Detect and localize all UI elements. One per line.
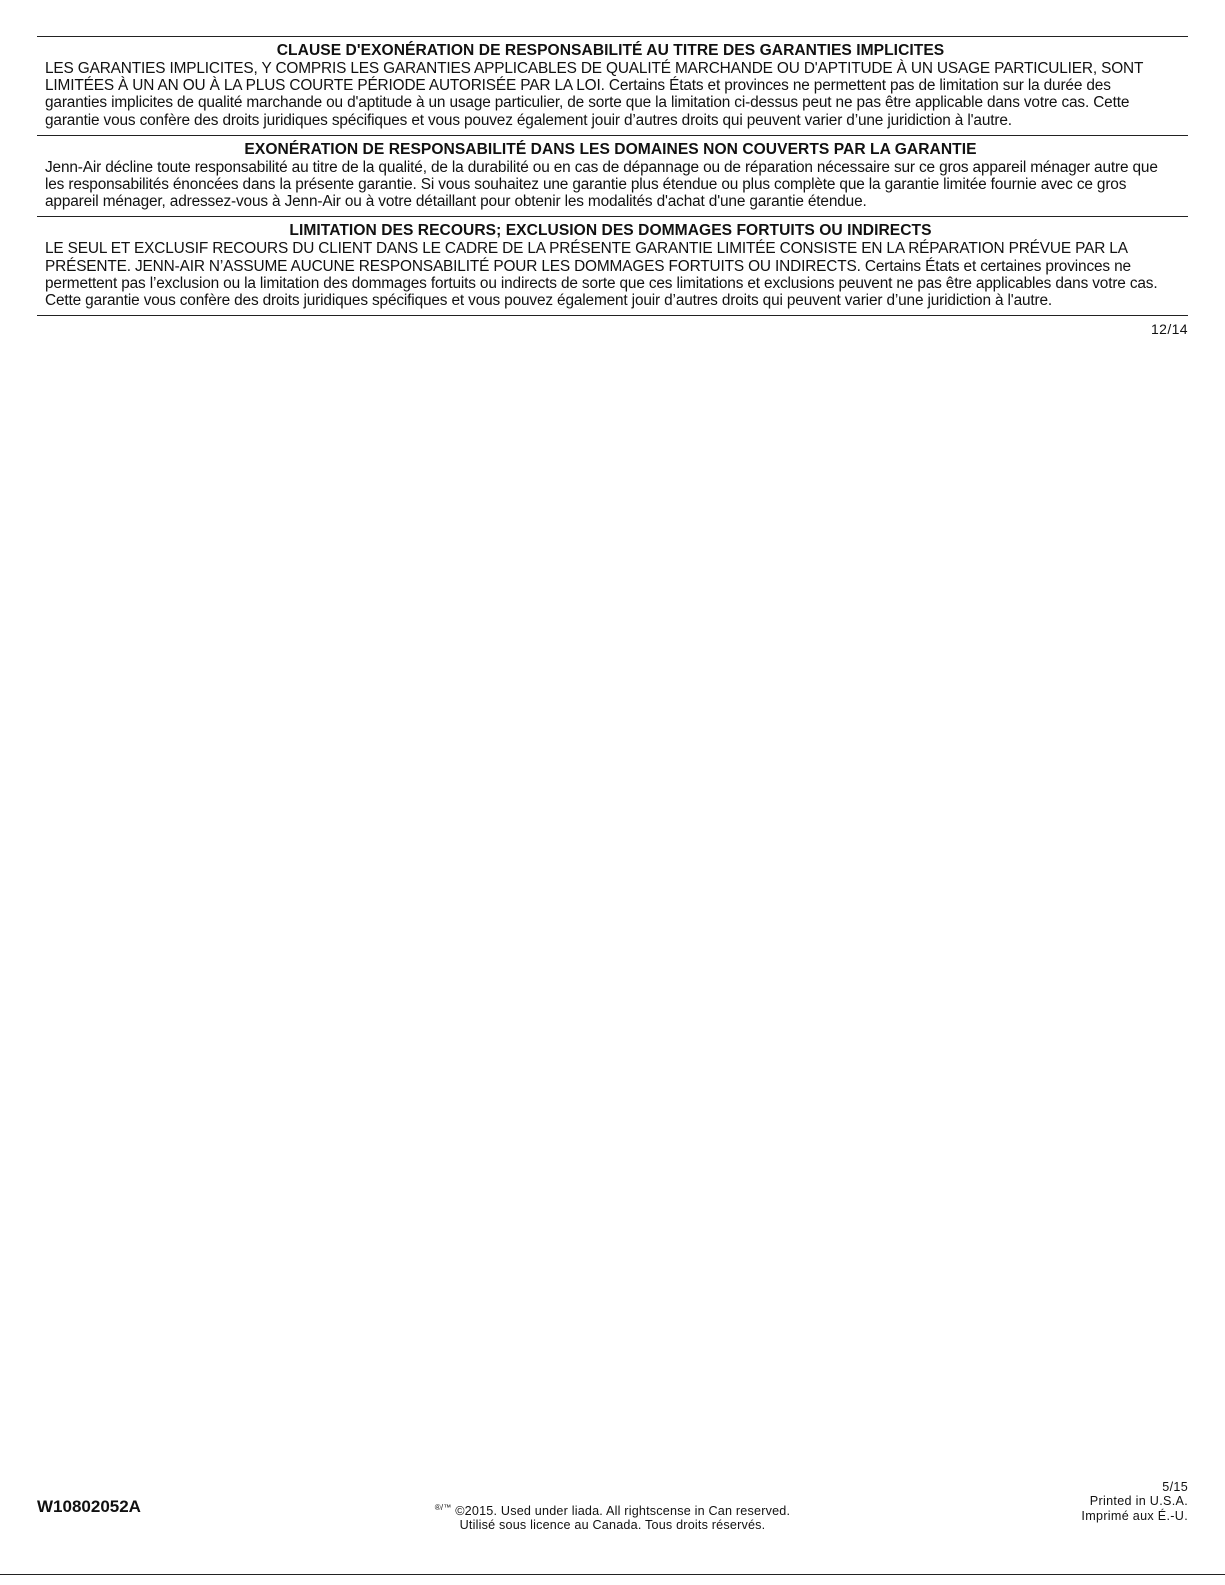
trademark-symbol: ®/™ bbox=[434, 1503, 452, 1512]
uncovered-areas-section bbox=[37, 135, 1188, 217]
print-info bbox=[1081, 1480, 1188, 1523]
printed-in-french: Imprimé aux É.-U. bbox=[1081, 1508, 1188, 1523]
bottom-rule bbox=[0, 1574, 1225, 1575]
warranty-content bbox=[37, 36, 1188, 337]
legal-line-english bbox=[435, 1501, 790, 1518]
implied-warranties-section bbox=[37, 36, 1188, 135]
section-body: LE SEUL ET EXCLUSIF RECOURS DU CLIENT DANS LE CADRE DE LA PRÉSENTE GARANTIE LIMITÉE CONSISTE EN LA RÉPARATION PRÉVUE PAR LA PRÉSENTE. JENN-AIR N’ASSUME AUCUNE RESPONSABILITÉ POUR LES DOMMAGES FORTUITS OU INDIRECTS. Certains États et certaines provinces ne permettent pas l’exclusion ou la limitation des dommages fortuits ou indirects de sorte que ces limitations et exclusions peuvent ne pas être applicables dans votre cas. Cette garantie vous confère des droits juridiques spécifiques et vous pouvez également jouir d’autres droits qui peuvent varier d’une juridiction à l'autre. bbox=[45, 240, 1158, 310]
section-body: LES GARANTIES IMPLICITES, Y COMPRIS LES GARANTIES APPLICABLES DE QUALITÉ MARCHANDE OU D'APTITUDE À UN USAGE PARTICULIER, SONT LIMITÉES À UN AN OU À LA PLUS COURTE PÉRIODE AUTORISÉE PAR LA LOI. Certains États et provinces ne permettent pas de limitation sur la durée des garanties implicites de qualité marchande ou d'aptitude à un usage particulier, de sorte que la limitation ci-dessus peut ne pas être applicable dans votre cas. Cette garantie vous confère des droits juridiques spécifiques et vous pouvez également jouir d’autres droits qui peuvent varier d’une juridiction à l'autre. bbox=[45, 60, 1143, 129]
print-date: 5/15 bbox=[1162, 1480, 1188, 1494]
part-number: W10802052A bbox=[37, 1497, 141, 1516]
section-divider bbox=[37, 315, 1188, 316]
trademark-notice bbox=[435, 1501, 790, 1532]
page-revision-date: 12/14 bbox=[1150, 321, 1188, 338]
section-title: CLAUSE D'EXONÉRATION DE RESPONSABILITÉ AU TITRE DES GARANTIES IMPLICITES bbox=[276, 42, 945, 59]
printed-in-english: Printed in U.S.A. bbox=[1089, 1494, 1188, 1509]
page-footer bbox=[37, 1480, 1188, 1533]
section-body: Jenn-Air décline toute responsabilité au titre de la qualité, de la durabilité ou en cas de dépannage ou de réparation nécessaire sur ce gros appareil ménager autre que les responsabilités énoncées dans la présente garantie. Si vous souhaitez une garantie plus étendue ou plus complète que la garantie limitée fournie avec ce gros appareil ménager, adressez-vous à Jenn-Air ou à votre détaillant pour obtenir les modalités d'achat d'une garantie étendue. bbox=[45, 158, 1158, 211]
limitation-of-remedies-section bbox=[37, 216, 1188, 315]
section-title: LIMITATION DES RECOURS; EXCLUSION DES DOMMAGES FORTUITS OU INDIRECTS bbox=[289, 222, 932, 240]
section-title: EXONÉRATION DE RESPONSABILITÉ DANS LES DOMAINES NON COUVERTS PAR LA GARANTIE bbox=[244, 140, 977, 158]
legal-line-french: Utilisé sous licence au Canada. Tous droits réservés. bbox=[459, 1518, 766, 1533]
legal-text-english: ©2015. Used under liada. All rightscense in Can reserved. bbox=[455, 1504, 791, 1519]
